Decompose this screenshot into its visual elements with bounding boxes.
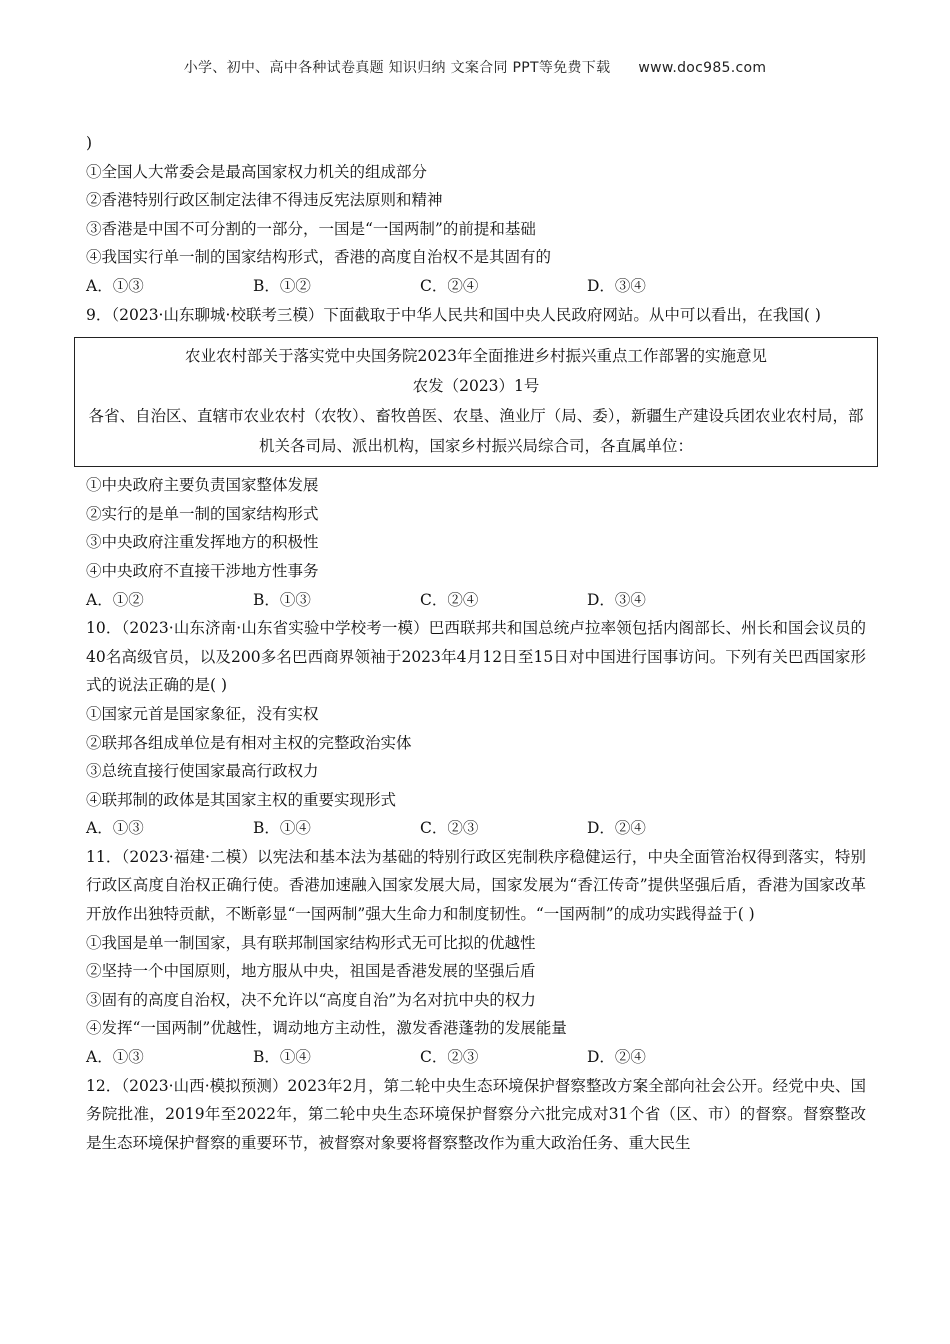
answer-options [86, 586, 866, 615]
choice-item: ②香港特别行政区制定法律不得违反宪法原则和精神 [86, 191, 443, 210]
document-excerpt-box [74, 337, 878, 467]
option-c: C．②④ [420, 590, 479, 609]
option-c: C．②③ [420, 819, 479, 838]
option-a: A．①③ [86, 819, 144, 838]
choice-item: ④联邦制的政体是其国家主权的重要实现形式 [86, 790, 397, 809]
question-11 [86, 843, 866, 1072]
document-title: 农业农村部关于落实党中央国务院2023年全面推进乡村振兴重点工作部署的实施意见 [185, 347, 767, 366]
choice-item: ④中央政府不直接干涉地方性事务 [86, 561, 319, 580]
option-b: B．①② [253, 276, 311, 295]
option-c: C．②④ [420, 276, 479, 295]
choice-item: ②实行的是单一制的国家结构形式 [86, 504, 319, 523]
page-header [0, 57, 950, 77]
question-stem: 11．（2023·福建·二模）以宪法和基本法为基础的特别行政区宪制秩序稳健运行，中央全面管治权得到落实，特别行政区高度自治权正确行使。香港加速融入国家发展大局，国家发展为“香江传奇”提供坚强后盾，香港为国家改革开放作出独特贡献，不断彰显“一国两制”强大生命力和制度韧性。“一国两制”的成功实践得益于( ) [86, 847, 866, 924]
option-b: B．①④ [253, 819, 311, 838]
option-c: C．②③ [420, 1048, 479, 1067]
question-8-tail [86, 129, 866, 301]
choice-item: ①全国人大常委会是最高国家权力机关的组成部分 [86, 162, 428, 181]
option-b: B．①③ [253, 590, 311, 609]
header-site-link[interactable]: www.doc985.com [638, 60, 767, 76]
question-stem: 9．（2023·山东聊城·校联考三模）下面截取于中华人民共和国中央人民政府网站。从中可以看出，在我国( ) [86, 305, 821, 324]
answer-options [86, 1043, 866, 1072]
option-b: B．①④ [253, 1048, 311, 1067]
choice-item: ①中央政府主要负责国家整体发展 [86, 476, 319, 495]
header-text: 小学、初中、高中各种试卷真题 知识归纳 文案合同 PPT等免费下载 [183, 60, 611, 76]
choice-item: ③香港是中国不可分割的一部分，一国是“一国两制”的前提和基础 [86, 219, 536, 238]
question-stem-tail: ) [86, 134, 93, 152]
document-number: 农发（2023）1号 [412, 377, 540, 396]
option-a: A．①③ [86, 276, 144, 295]
choice-item: ④我国实行单一制的国家结构形式，香港的高度自治权不是其固有的 [86, 248, 552, 267]
choice-item: ③中央政府注重发挥地方的积极性 [86, 533, 319, 552]
option-d: D．②④ [587, 819, 646, 838]
question-9 [86, 301, 866, 615]
choice-item: ①我国是单一制国家，具有联邦制国家结构形式无可比拟的优越性 [86, 933, 536, 952]
answer-options [86, 814, 866, 843]
option-d: D．③④ [587, 590, 646, 609]
choice-item: ③固有的高度自治权，决不允许以“高度自治”为名对抗中央的权力 [86, 990, 536, 1009]
question-stem: 12．（2023·山西·模拟预测）2023年2月，第二轮中央生态环境保护督察整改方案全部向社会公开。经党中央、国务院批准，2019年至2022年，第二轮中央生态环境保护督察分六批完成对31个省（区、市）的督察。督察整改是生态环境保护督察的重要环节，被督察对象要将督察整改作为重大政治任务、重大民生 [86, 1076, 866, 1152]
option-d: D．②④ [587, 1048, 646, 1067]
document-recipients: 各省、自治区、直辖市农业农村（农牧）、畜牧兽医、农垦、渔业厅（局、委），新疆生产建设兵团农业农村局，部机关各司局、派出机构，国家乡村振兴局综合司，各直属单位： [88, 407, 864, 456]
choice-item: ②联邦各组成单位是有相对主权的完整政治实体 [86, 733, 412, 752]
option-a: A．①③ [86, 1048, 144, 1067]
choice-item: ②坚持一个中国原则，地方服从中央，祖国是香港发展的坚强后盾 [86, 962, 536, 981]
option-a: A．①② [86, 590, 144, 609]
question-12 [86, 1072, 866, 1158]
question-stem: 10．（2023·山东济南·山东省实验中学校考一模）巴西联邦共和国总统卢拉率领包括内阁部长、州长和国会议员的40名高级官员，以及200多名巴西商界领袖于2023年4月12日至15日对中国进行国事访问。下列有关巴西国家形式的说法正确的是( ) [86, 619, 866, 695]
exam-content [86, 129, 866, 1157]
choice-item: ④发挥“一国两制”优越性，调动地方主动性，激发香港蓬勃的发展能量 [86, 1019, 567, 1038]
answer-options [86, 272, 866, 301]
choice-item: ③总统直接行使国家最高行政权力 [86, 762, 319, 781]
option-d: D．③④ [587, 276, 646, 295]
question-10 [86, 614, 866, 843]
choice-item: ①国家元首是国家象征，没有实权 [86, 704, 319, 723]
